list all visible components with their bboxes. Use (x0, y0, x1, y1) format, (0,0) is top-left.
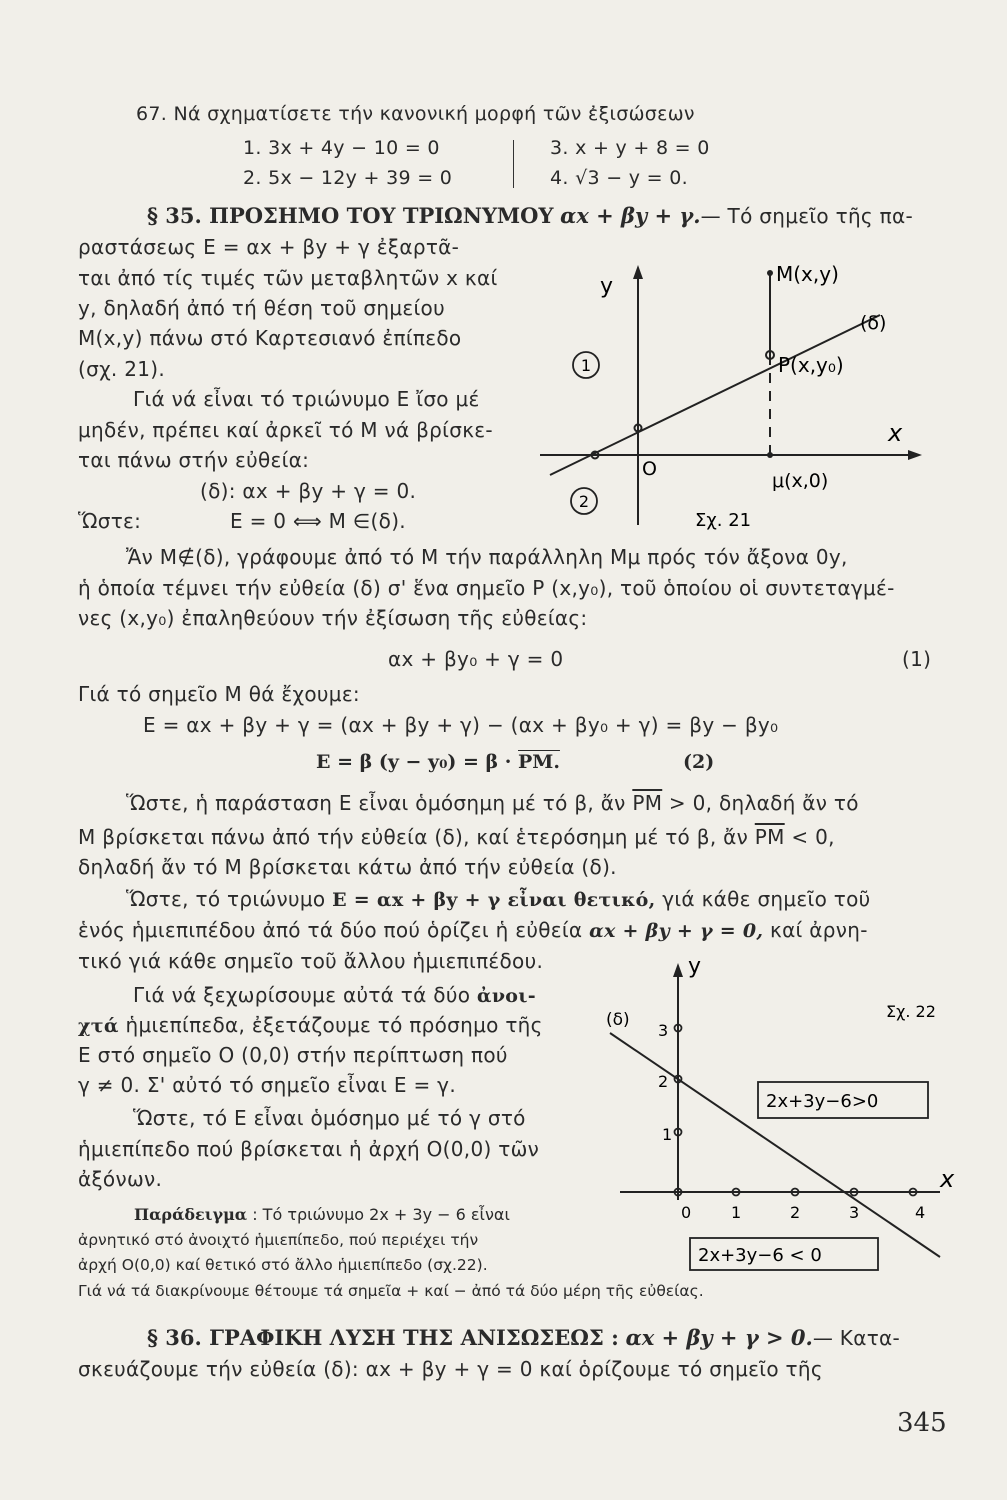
text-line: νες (x,y₀) ἐπαληθεύουν τήν ἐξίσωση τῆς εὐθείας: (78, 606, 588, 630)
text-line: ἀξόνων. (78, 1167, 163, 1191)
mu-label: μ(x,0) (772, 470, 829, 492)
equation-2-number: (2) (683, 751, 715, 773)
equation-1-number: (1) (902, 647, 932, 671)
negative-region-label: 2x+3y−6 < 0 (698, 1245, 822, 1266)
y-axis-arrow (673, 963, 683, 977)
text-line: χτά ἡμιεπίπεδα, ἐξετάζουμε τό πρόσημο τῆς (78, 1013, 543, 1037)
text-line: μηδέν, πρέπει καί ἀρκεῖ τό Μ νά βρίσκε- (78, 418, 493, 442)
bold-equation: αx + βy + γ = 0, (589, 920, 764, 942)
line-delta (550, 315, 880, 475)
m-label: M(x,y) (776, 262, 839, 286)
bold-word: ἀνοι- (476, 985, 536, 1007)
section-35-heading-tail: — Τό σημεῖο τῆς πα- (700, 204, 913, 228)
y-axis-label: y (600, 274, 614, 299)
region-1-label: 1 (580, 356, 592, 375)
section-36-title: § 36. ΓΡΑΦΙΚΗ ΛΥΣΗ ΤΗΣ ΑΝΙΣΩΣΕΩΣ : (147, 1325, 619, 1350)
section-36-heading (147, 1325, 900, 1350)
text-line: Ἄν Μ∉(δ), γράφουμε ἀπό τό Μ τήν παράλληλη Μμ πρός τόν ἄξονα 0y, (126, 545, 848, 569)
text-line: Γιά τό σημεῖο Μ θά ἔχουμε: (78, 682, 360, 706)
section-35-title: § 35. ΠΡΟΣΗΜΟ ΤΟΥ ΤΡΙΩΝΥΜΟΥ (147, 203, 554, 228)
x-tick-label: 3 (849, 1203, 860, 1222)
text-line: ται πάνω στήν εὐθεία: (78, 448, 310, 472)
column-divider (513, 140, 514, 188)
delta-label: (δ) (860, 312, 887, 334)
page-number: 345 (897, 1408, 947, 1438)
region-2-label: 2 (578, 492, 590, 511)
text-line: y, δηλαδή ἀπό τή θέση τοῦ σημείου (78, 296, 445, 320)
text-line: ἡ ὁποία τέμνει τήν εὐθεία (δ) σ' ἕνα σημεῖο Ρ (x,y₀), τοῦ ὁποίου οἱ συντεταγμέ- (78, 576, 895, 600)
x-tick-label: 0 (681, 1203, 692, 1222)
text-line: (σχ. 21). (78, 357, 166, 381)
x-tick-label: 4 (915, 1203, 926, 1222)
text-line: Μ βρίσκεται πάνω ἀπό τήν εὐθεία (δ), καί ἑτερόσημη μέ τό β, ἄν $\overline{PM} < 0$, (78, 825, 835, 849)
y-tick-label: 1 (662, 1125, 673, 1144)
equation-expansion: Ε = αx + βy + γ = (αx + βy + γ) − (αx + βy₀ + γ) = βy − βy₀ (143, 713, 779, 737)
exercise-eq-4: 4. √3 − y = 0. (550, 167, 688, 189)
text-line: δηλαδή ἄν τό Μ βρίσκεται κάτω ἀπό τήν εὐθεία (δ). (78, 855, 617, 879)
section-36-heading-tail: — Κατα- (812, 1326, 901, 1350)
text-line: Ὥστε: (78, 509, 142, 533)
point-mu (767, 452, 773, 458)
section-35-expression: αx + βy + γ. (560, 203, 701, 228)
figure-21-caption: Σχ. 21 (695, 510, 752, 531)
pm-segment: $\overline{PM}$ (632, 791, 663, 815)
example-line: Παράδειγμα : Τό τριώνυμο 2x + 3y − 6 εἶναι (134, 1205, 510, 1224)
exercise-eq-2: 2. 5x − 12y + 39 = 0 (243, 167, 453, 189)
bold-word: χτά (78, 1015, 119, 1037)
text-line: Μ(x,y) πάνω στό Καρτεσιανό ἐπίπεδο (78, 326, 462, 350)
exercise-eq-3: 3. x + y + 8 = 0 (550, 137, 710, 159)
equivalence-statement: Ε = 0 ⟺ Μ ∈(δ). (230, 509, 406, 533)
y-axis-arrow (633, 265, 643, 279)
y-tick-label: 2 (658, 1072, 669, 1091)
delta-label: (δ) (606, 1010, 630, 1030)
text-line: γ ≠ 0. Σ' αὐτό τό σημεῖο εἶναι Ε = γ. (78, 1073, 456, 1097)
example-label: Παράδειγμα (134, 1205, 248, 1224)
equation-2-pm: PM. (518, 751, 560, 773)
text-line: Ε στό σημεῖο Ο (0,0) στήν περίπτωση πού (78, 1043, 508, 1067)
y-axis-label: y (688, 955, 702, 979)
equation-2 (316, 751, 560, 773)
pm-segment: $\overline{PM}$ (754, 825, 785, 849)
point-m (767, 270, 773, 276)
text-line: ραστάσεως Ε = αx + βy + γ ἐξαρτᾶ- (78, 235, 460, 259)
example-line: ἀρχή Ο(0,0) καί θετικό στό ἄλλο ἡμιεπίπεδο (σχ.22). (78, 1256, 488, 1274)
x-tick-label: 1 (731, 1203, 742, 1222)
x-tick-label: 2 (790, 1203, 801, 1222)
text-line: ται ἀπό τίς τιμές τῶν μεταβλητῶν x καί (78, 266, 498, 290)
y-tick-label: 3 (658, 1021, 669, 1040)
line-equation-delta: (δ): αx + βy + γ = 0. (200, 479, 417, 503)
bold-statement: Ε = αx + βy + γ εἶναι θετικό, (332, 889, 656, 911)
text-line: ἑνός ἡμιεπιπέδου ἀπό τά δύο πού ὁρίζει ἡ εὐθεία αx + βy + γ = 0, καί ἀρνη- (78, 918, 868, 942)
x-axis-label: x (940, 1165, 955, 1193)
text-line: τικό γιά κάθε σημεῖο τοῦ ἄλλου ἡμιεπιπέδου. (78, 949, 544, 973)
line-delta (610, 1033, 940, 1257)
text-line: Γιά νά εἶναι τό τριώνυμο Ε ἴσο μέ (133, 387, 480, 411)
equation-2-left: Ε = β (y − y₀) = β · (316, 751, 512, 773)
example-line: Γιά νά τά διακρίνουμε θέτουμε τά σημεῖα + καί − ἀπό τά δύο μέρη τῆς εὐθείας. (78, 1282, 704, 1300)
origin-label: O (642, 458, 657, 480)
p-label: P(x,y₀) (778, 353, 844, 377)
figure-22-caption: Σχ. 22 (886, 1002, 936, 1021)
text-line: σκευάζουμε τήν εὐθεία (δ): αx + βy + γ = 0 καί ὁρίζουμε τό σημεῖο τῆς (78, 1357, 823, 1381)
exercise-eq-1: 1. 3x + 4y − 10 = 0 (243, 137, 440, 159)
positive-region-label: 2x+3y−6>0 (766, 1091, 879, 1112)
figure-22 (590, 955, 970, 1290)
figure-21 (520, 255, 940, 545)
example-line: ἀρνητικό στό ἀνοιχτό ἡμιεπίπεδο, πού περιέχει τήν (78, 1231, 479, 1249)
text-line: ἡμιεπίπεδο πού βρίσκεται ἡ ἀρχή Ο(0,0) τῶν (78, 1137, 540, 1161)
text-line: Ὥστε, τό Ε εἶναι ὁμόσημο μέ τό γ στό (133, 1106, 526, 1130)
text-line: Γιά νά ξεχωρίσουμε αὐτά τά δύο ἀνοι- (133, 983, 536, 1007)
text-line: Ὥστε, τό τριώνυμο Ε = αx + βy + γ εἶναι θετικό, γιά κάθε σημεῖο τοῦ (126, 887, 871, 911)
section-35-heading (147, 203, 913, 228)
text-line: Ὥστε, ἡ παράσταση Ε εἶναι ὁμόσημη μέ τό β, ἄν $\overline{PM} > 0$, δηλαδή ἄν τό (126, 791, 859, 815)
exercise-67-title: 67. Νά σχηματίσετε τήν κανονική μορφή τῶν ἐξισώσεων (136, 103, 695, 125)
x-axis-arrow (908, 450, 922, 460)
section-36-expression: αx + βy + γ > 0. (625, 1325, 813, 1350)
equation-1: αx + βy₀ + γ = 0 (388, 647, 564, 671)
x-axis-label: x (888, 419, 903, 447)
